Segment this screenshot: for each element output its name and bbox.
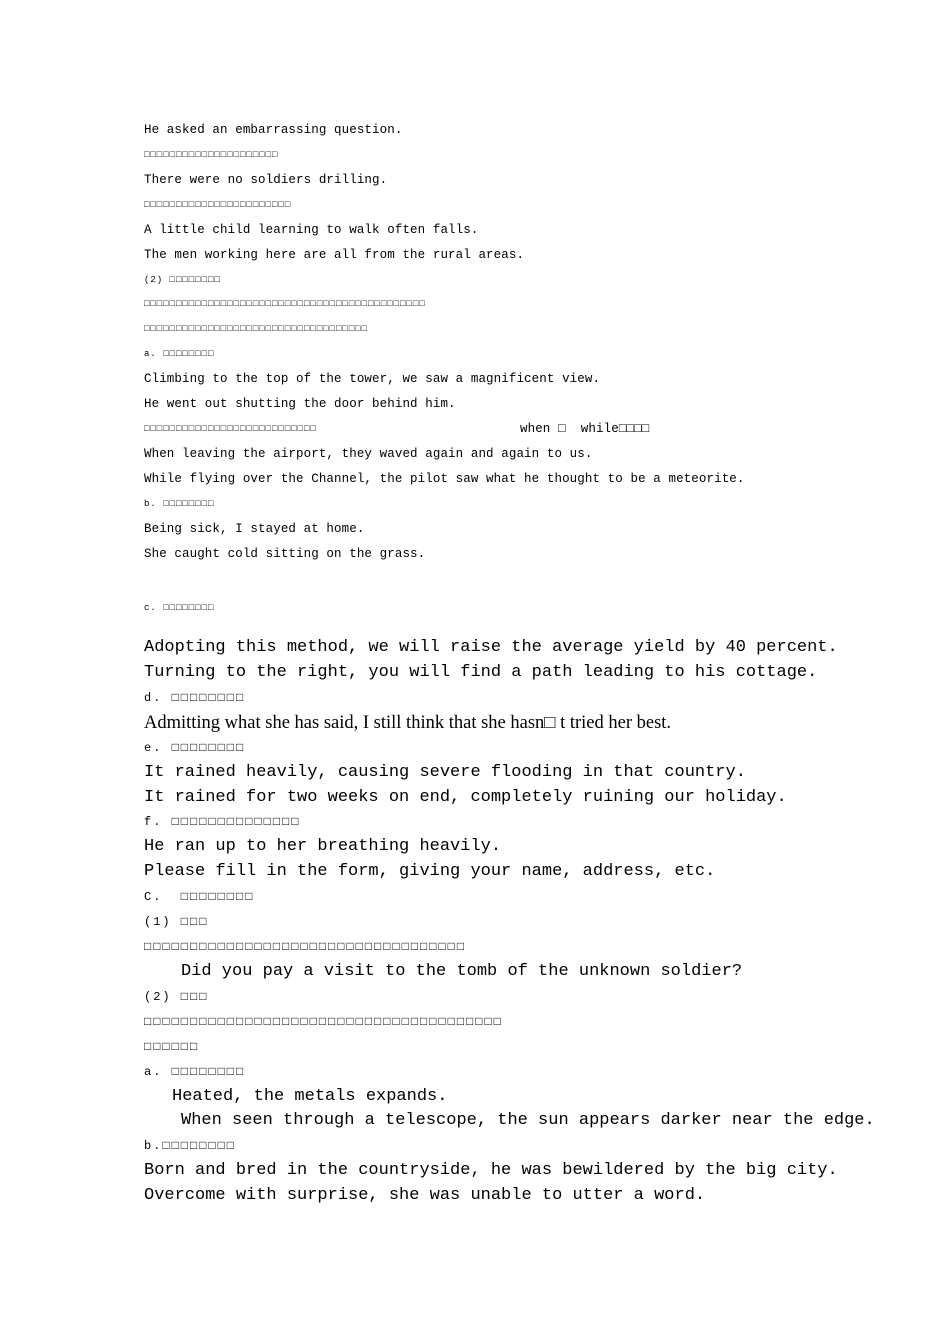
- example-sentence: She caught cold sitting on the grass.: [144, 547, 426, 561]
- example-sentence: Admitting what she has said, I still think that she hasn□ t tried her best.: [144, 713, 672, 733]
- example-sentence: A little child learning to walk often falls.: [144, 223, 479, 237]
- example-sentence: The men working here are all from the rural areas.: [144, 248, 525, 262]
- subsection-heading: f. □□□□□□□□□□□□□□: [144, 815, 301, 829]
- example-sentence: He asked an embarrassing question.: [144, 123, 403, 137]
- example-sentence: He ran up to her breathing heavily.: [144, 837, 502, 856]
- subsection-heading: b.□□□□□□□□: [144, 1139, 237, 1153]
- subsection-heading: e. □□□□□□□□: [144, 741, 246, 755]
- example-sentence: It rained heavily, causing severe flooding in that country.: [144, 763, 746, 782]
- subsection-heading: c. □□□□□□□□: [144, 603, 215, 613]
- example-sentence: He went out shutting the door behind him.: [144, 397, 456, 411]
- explanation-text: □□□□□□□□□□□□□□□□□□□□□□□□□□□□□□□□□□□: [144, 940, 467, 954]
- chinese-translation: □□□□□□□□□□□□□□□□□□□□□: [144, 150, 279, 160]
- inline-keyword-note: when □ while□□□□: [520, 422, 650, 436]
- example-sentence: Did you pay a visit to the tomb of the unknown soldier?: [181, 962, 743, 981]
- example-sentence: Turning to the right, you will find a path leading to his cottage.: [144, 663, 818, 682]
- explanation-text: □□□□□□: [144, 1040, 200, 1054]
- chinese-translation: □□□□□□□□□□□□□□□□□□□□□□□: [144, 200, 292, 210]
- example-sentence: There were no soldiers drilling.: [144, 173, 388, 187]
- example-sentence: Adopting this method, we will raise the average yield by 40 percent.: [144, 638, 838, 657]
- subsection-heading: a. □□□□□□□□: [144, 349, 215, 359]
- subsection-heading: d. □□□□□□□□: [144, 691, 246, 705]
- section-heading: (2) □□□□□□□□: [144, 275, 221, 285]
- example-sentence: Climbing to the top of the tower, we saw a magnificent view.: [144, 372, 601, 386]
- example-sentence: Heated, the metals expands.: [172, 1087, 448, 1106]
- subsection-heading: a. □□□□□□□□: [144, 1065, 246, 1079]
- explanation-text: □□□□□□□□□□□□□□□□□□□□□□□□□□□□□□□□□□□□□□□: [144, 1015, 503, 1029]
- explanation-text: □□□□□□□□□□□□□□□□□□□□□□□□□□□□□□□□□□□: [144, 324, 369, 334]
- example-sentence: When leaving the airport, they waved again and again to us.: [144, 447, 593, 461]
- example-sentence: When seen through a telescope, the sun appears darker near the edge.: [181, 1111, 875, 1130]
- explanation-text: □□□□□□□□□□□□□□□□□□□□□□□□□□□□□□□□□□□□□□□□□□□□: [144, 299, 426, 309]
- section-heading: (2) □□□: [144, 990, 209, 1004]
- explanation-text: □□□□□□□□□□□□□□□□□□□□□□□□□□□: [144, 424, 317, 434]
- example-sentence: While flying over the Channel, the pilot saw what he thought to be a meteorite.: [144, 472, 745, 486]
- section-heading: C. □□□□□□□□: [144, 890, 255, 904]
- example-sentence: Overcome with surprise, she was unable to utter a word.: [144, 1186, 706, 1205]
- subsection-heading: b. □□□□□□□□: [144, 499, 215, 509]
- example-sentence: Born and bred in the countryside, he was bewildered by the big city.: [144, 1161, 838, 1180]
- section-heading: (1) □□□: [144, 915, 209, 929]
- example-sentence: Being sick, I stayed at home.: [144, 522, 365, 536]
- example-sentence: It rained for two weeks on end, completely ruining our holiday.: [144, 788, 787, 807]
- example-sentence: Please fill in the form, giving your name, address, etc.: [144, 862, 716, 881]
